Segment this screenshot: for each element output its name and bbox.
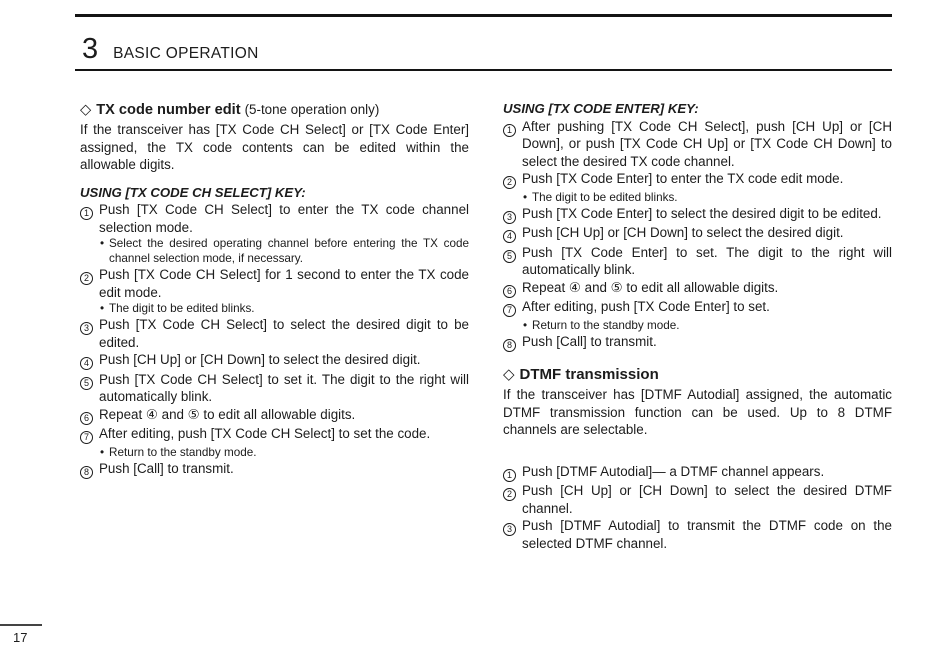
step-text: Push [CH Up] or [CH Down] to select the desired DTMF channel. xyxy=(522,483,892,516)
step-text: Repeat ④ and ⑤ to edit all allowable digits. xyxy=(522,279,779,295)
footer-rule xyxy=(0,624,42,626)
subheading-tx-code-ch-select: USING [TX CODE CH SELECT] KEY: xyxy=(80,184,306,200)
bullet-item xyxy=(503,190,892,205)
section-title: TX code number edit xyxy=(96,102,241,118)
step xyxy=(503,279,892,299)
step-text: After editing, push [TX Code Enter] to set. xyxy=(522,299,770,314)
dtmf-steps xyxy=(503,463,892,553)
step-number-icon: 3 xyxy=(503,205,522,225)
chapter-title: BASIC OPERATION xyxy=(113,45,259,62)
section-title: DTMF transmission xyxy=(519,366,659,383)
step-number-icon: 1 xyxy=(503,118,522,171)
step xyxy=(80,316,469,351)
step xyxy=(503,463,892,483)
step-text: Push [TX Code CH Select] for 1 second to enter the TX code edit mode. xyxy=(99,267,469,300)
bullet-text: The digit to be edited blinks. xyxy=(532,190,678,204)
step xyxy=(503,224,892,244)
bullet-text: Select the desired operating channel before entering the TX code channel selection mode, if necessary. xyxy=(109,237,469,265)
section-heading-tx-code xyxy=(80,100,469,120)
step-text: After editing, push [TX Code CH Select] to set the code. xyxy=(99,426,431,441)
step-number-icon: 4 xyxy=(503,224,522,244)
step-text: Push [TX Code CH Select] to enter the TX code channel selection mode. xyxy=(99,202,469,235)
step-number-icon: 5 xyxy=(80,371,99,406)
bullet-item xyxy=(80,445,469,460)
step-text: Push [Call] to transmit. xyxy=(522,333,657,349)
bullet-item xyxy=(80,236,469,266)
step-number-icon: 6 xyxy=(80,406,99,426)
page-body xyxy=(80,100,892,552)
step-number-icon: 7 xyxy=(80,425,99,445)
step-text: Push [Call] to transmit. xyxy=(99,460,234,476)
step-number-icon: 1 xyxy=(80,201,99,236)
bullet-icon: • xyxy=(100,445,105,459)
step-text: Push [TX Code CH Select] to select the desired digit to be edited. xyxy=(99,317,469,350)
step xyxy=(80,406,469,426)
bullet-text: Return to the standby mode. xyxy=(532,318,680,332)
step-text: Push [DTMF Autodial] to transmit the DTMF code on the selected DTMF channel. xyxy=(522,518,892,551)
step-number-icon: 7 xyxy=(503,298,522,318)
step-text: Push [TX Code Enter] to set. The digit to the right will automatically blink. xyxy=(522,244,892,277)
bullet-icon: • xyxy=(100,237,105,250)
step xyxy=(80,425,469,445)
step xyxy=(80,266,469,301)
step-number-icon: 2 xyxy=(503,170,522,190)
step-text: Push [TX Code Enter] to select the desired digit to be edited. xyxy=(522,205,882,221)
top-rule xyxy=(75,14,892,17)
step-text: After pushing [TX Code CH Select], push [CH Up] or [CH Down], or push [TX Code CH Up] or [TX Code CH Down] to select the desired TX code channel. xyxy=(522,118,892,169)
step-number-icon: 8 xyxy=(503,333,522,353)
section-title-suffix: (5-tone operation only) xyxy=(244,102,380,117)
step-number-icon: 3 xyxy=(80,316,99,351)
bullet-icon: • xyxy=(523,190,528,204)
step xyxy=(80,460,469,480)
step xyxy=(503,333,892,353)
bullet-item xyxy=(80,301,469,316)
subheading-tx-code-enter: USING [TX CODE ENTER] KEY: xyxy=(503,101,699,116)
step xyxy=(503,482,892,517)
step xyxy=(503,170,892,190)
diamond-icon: ◇ xyxy=(503,366,515,383)
step xyxy=(503,298,892,318)
step-number-icon: 5 xyxy=(503,244,522,279)
step xyxy=(80,371,469,406)
chapter-header xyxy=(82,33,259,66)
step-text: Push [DTMF Autodial]— a DTMF channel appears. xyxy=(522,463,825,479)
header-rule xyxy=(75,69,892,71)
step-number-icon: 4 xyxy=(80,351,99,371)
right-column xyxy=(503,100,892,552)
step-number-icon: 1 xyxy=(503,463,522,483)
diamond-icon: ◇ xyxy=(80,102,92,118)
bullet-text: Return to the standby mode. xyxy=(109,445,257,459)
dtmf-intro: If the transceiver has [DTMF Autodial] assigned, the automatic DTMF transmission function can be used. Up to 8 DTMF channels are selectable. xyxy=(503,387,892,437)
bullet-icon: • xyxy=(100,302,105,315)
step-number-icon: 2 xyxy=(80,266,99,301)
step-text: Push [CH Up] or [CH Down] to select the desired digit. xyxy=(99,352,421,367)
step xyxy=(80,201,469,236)
step-text: Push [TX Code CH Select] to set it. The digit to the right will automatically blink. xyxy=(99,371,469,404)
page-number: 17 xyxy=(13,630,28,645)
step xyxy=(503,205,892,225)
step-number-icon: 6 xyxy=(503,279,522,299)
bullet-icon: • xyxy=(523,318,528,332)
bullet-item xyxy=(503,318,892,333)
step-text: Push [TX Code Enter] to enter the TX code edit mode. xyxy=(522,171,844,186)
bullet-text: The digit to be edited blinks. xyxy=(109,302,255,315)
step-number-icon: 3 xyxy=(503,517,522,552)
step xyxy=(503,244,892,279)
step xyxy=(503,517,892,552)
chapter-number: 3 xyxy=(82,33,99,65)
step xyxy=(80,351,469,371)
step xyxy=(503,118,892,171)
step-text: Repeat ④ and ⑤ to edit all allowable digits. xyxy=(99,406,356,422)
section-intro: If the transceiver has [TX Code CH Select] or [TX Code Enter] assigned, the TX code contents can be edited within the allowable digits. xyxy=(80,122,469,172)
step-text: Push [CH Up] or [CH Down] to select the desired digit. xyxy=(522,225,844,240)
left-column xyxy=(80,100,469,552)
step-number-icon: 2 xyxy=(503,482,522,517)
section-heading-dtmf xyxy=(503,365,892,384)
step-number-icon: 8 xyxy=(80,460,99,480)
